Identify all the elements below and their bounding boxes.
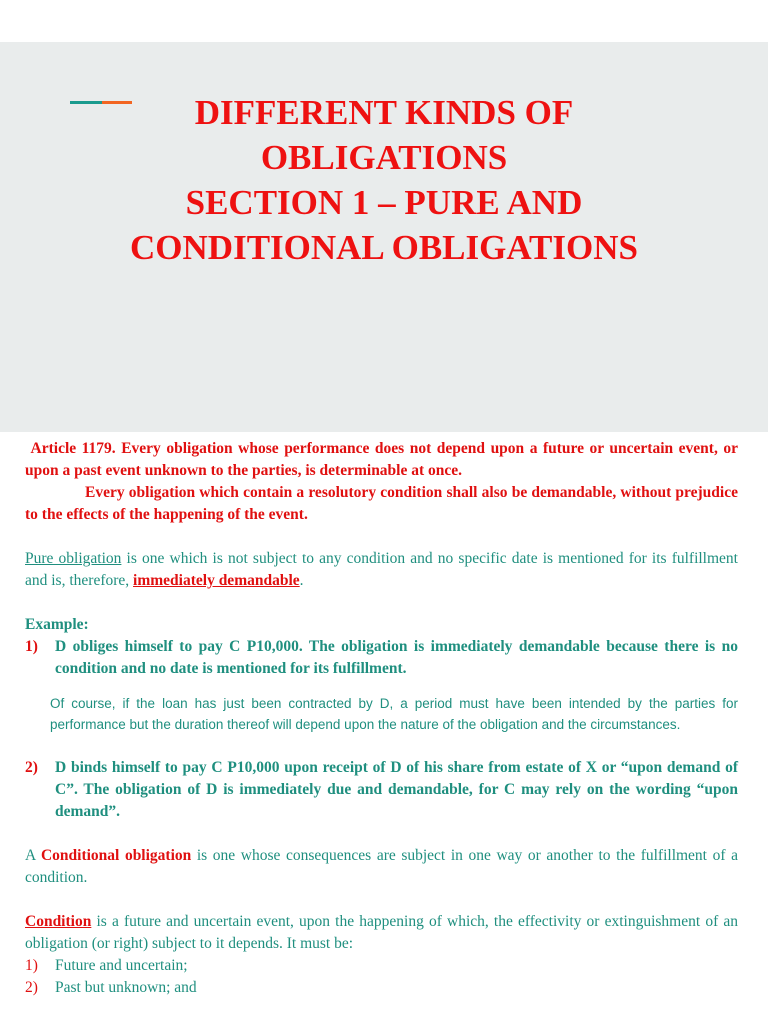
example-heading: Example: [25, 616, 89, 633]
immediately-demandable-emphasis: immediately demandable [133, 572, 300, 589]
spacer [25, 735, 738, 757]
pure-obligation-term: Pure obligation [25, 550, 122, 567]
pure-obligation-text: is one which is not subject to any condition and no specific date is mentioned for its fulfillment and is, therefore, [25, 550, 738, 589]
title-line: DIFFERENT KINDS OF [194, 93, 574, 132]
title-line: OBLIGATIONS [260, 138, 508, 177]
slide-title [60, 90, 708, 270]
example-text: D binds himself to pay C P10,000 upon receipt of D of his share from estate of X or “upon demand of C”. The obligation of D is immediately due and demandable, for C may rely on the wording “upon demand”. [55, 759, 738, 820]
condition-item-text: Future and uncertain; [55, 957, 188, 974]
condition-number: 1) [25, 957, 38, 974]
condition-paragraph [25, 911, 738, 955]
conditional-obligation-text: is one whose consequences are subject in one way or another to the fulfillment of a condition. [25, 847, 738, 886]
example-text: D obliges himself to pay C P10,000. The obligation is immediately demandable because there is no condition and no date is mentioned for its fulfillment. [55, 638, 738, 677]
condition-item-2 [25, 977, 738, 999]
pure-obligation-paragraph [25, 548, 738, 592]
article-paragraph-2 [25, 482, 738, 526]
conditional-prefix: A [25, 847, 41, 864]
condition-item-text: Past but unknown; and [55, 979, 197, 996]
top-strip [0, 0, 768, 42]
title-line: CONDITIONAL OBLIGATIONS [130, 228, 638, 267]
pure-obligation-end: . [299, 572, 304, 589]
article-line-1: Article 1179. Every obligation whose performance does not depend upon a future or uncertain event, or upon a past event unknown to the parties, is determinable at once. [25, 440, 738, 479]
example-item-2 [25, 757, 738, 823]
article-line-2: Every obligation which contain a resolutory condition shall also be demandable, without prejudice to the effects of the happening of the event. [25, 484, 738, 523]
spacer [25, 680, 738, 694]
article-paragraph [25, 438, 738, 482]
spacer [25, 823, 738, 845]
condition-number: 2) [25, 979, 38, 996]
condition-text: is a future and uncertain event, upon the happening of which, the effectivity or extinguishment of an obligation (or right) subject to it depends. It must be: [25, 913, 738, 952]
example-item-1 [25, 636, 738, 680]
example-number: 1) [25, 638, 38, 655]
spacer [25, 592, 738, 614]
spacer [25, 526, 738, 548]
spacer [25, 889, 738, 911]
conditional-obligation-paragraph [25, 845, 738, 889]
title-line: SECTION 1 – PURE AND [185, 183, 583, 222]
condition-term: Condition [25, 913, 92, 930]
example-number: 2) [25, 759, 38, 776]
condition-item-1 [25, 955, 738, 977]
conditional-obligation-term: Conditional obligation [40, 847, 192, 864]
example-note: Of course, if the loan has just been contracted by D, a period must have been intended by the parties for performance but the duration thereof will depend upon the nature of the obligation and the circumstances. [50, 696, 738, 732]
document-content [25, 438, 738, 999]
